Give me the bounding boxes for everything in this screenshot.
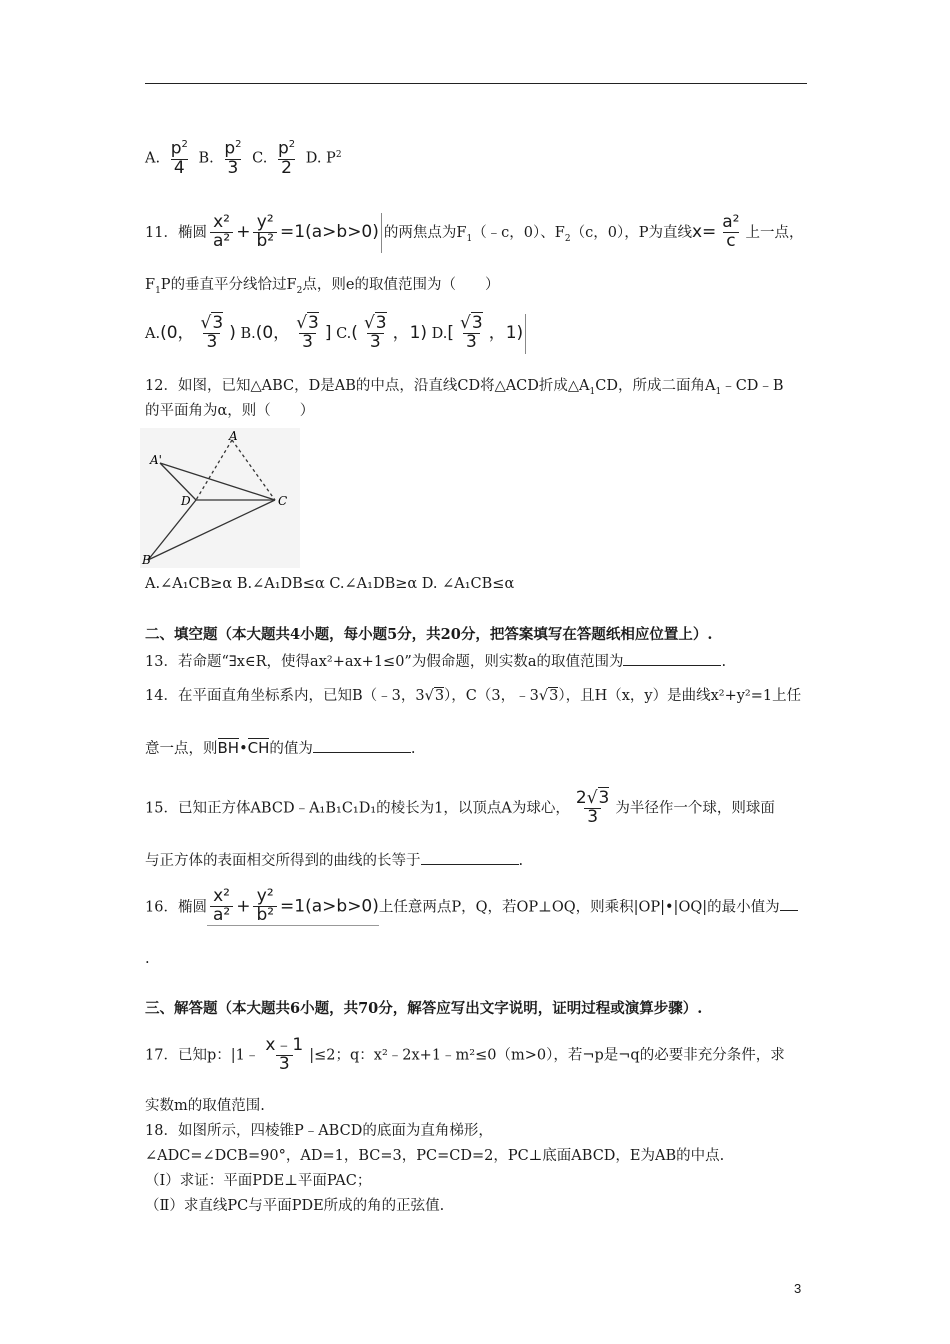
q13: 13．若命题“∃x∈R，使得ax²+ax+1≤0”为假命题，则实数a的取值范围为 . <box>145 651 726 671</box>
q16-answer-blank[interactable] <box>780 896 798 911</box>
q12-line2: 的平面角为α，则（ ） <box>145 403 315 419</box>
q10-options: A. $\frac{p^2}{4}$ B. $\frac{p^2}{3}$ C. $\frac{p^2}{2}$ D. $P^2$ <box>145 138 342 178</box>
q18-line2: ∠ADC=∠DCB=90°，AD=1，BC=3，PC=CD=2，PC⊥底面ABCD，E为AB的中点. <box>145 1148 725 1164</box>
q15-line2: 与正方体的表面相交所得到的曲线的长等于 . <box>145 850 523 870</box>
q11-line1: 11．椭圆 $\frac{\text{x²}}{\text{a²}}$ + $\frac{\text{y²}}{\text{b²}}$ =1(a>b>0) 的两焦点为$F_1(﹣c$，0）、$F_2(c$，0），P为直线x= $\frac{\text{a²}}{c}$ 上一点， <box>145 213 804 253</box>
q18-line4: （Ⅱ）求直线PC与平面PDE所成的角的正弦值. <box>145 1198 445 1214</box>
section-3-heading: 三、解答题（本大题共6小题，共70分，解答应写出文字说明，证明过程或演算步骤）. <box>145 1000 703 1017</box>
q16-line1: 16．椭圆 $\frac{\text{x²}}{\text{a²}}$ + $\frac{\text{y²}}{\text{b²}}$ =1(a>b>0)上任意两点P，Q，若OP⊥OQ，则乘积|OP|•|OQ|的最小值为 <box>145 888 798 926</box>
label-A: A <box>229 429 238 443</box>
q12-figure <box>140 428 300 568</box>
header-rule <box>145 83 807 84</box>
q14-line2: 意一点，则BH•CH的值为 . <box>145 739 416 757</box>
q11-line2: $F_1P$的垂直平分线恰过$F_2$点，则e的取值范围为（ ） <box>145 277 500 296</box>
q15-answer-blank[interactable] <box>421 850 519 865</box>
q18-line3: （I）求证：平面PDE⊥平面PAC； <box>145 1173 372 1189</box>
q15-line1: 15．已知正方体ABCD﹣A₁B₁C₁D₁的棱长为1，以顶点A为球心， $\frac{2√3}{3}$ 为半径作一个球，则球面 <box>145 788 775 827</box>
section-2-heading: 二、填空题（本大题共4小题，每小题5分，共20分，把答案填写在答题纸相应位置上）. <box>145 626 713 643</box>
label-D: D <box>181 494 191 508</box>
q11-options: A.(0， $\frac{√3}{3}$ ) B.(0， $\frac{√3}{3}$ ] C.( $\frac{√3}{3}$ ，1) D.[ $\frac{√3}{3}$ ，1) <box>145 314 528 354</box>
page-number: 3 <box>794 1281 802 1296</box>
q18-line1: 18．如图所示，四棱锥P﹣ABCD的底面为直角梯形， <box>145 1123 493 1139</box>
label-A1: A' <box>150 453 162 467</box>
q14-line1: 14．在平面直角坐标系内，已知B（﹣3，3√3），C（3，﹣3√3），且H（x，y）是曲线x²+y²=1上任 <box>145 688 802 704</box>
q12-options: A.∠A₁CB≥α B.∠A₁DB≤α C.∠A₁DB≥α D. ∠A₁CB≤α <box>145 576 515 592</box>
label-C: C <box>278 494 288 508</box>
q17-line2: 实数m的取值范围. <box>145 1098 265 1114</box>
q13-answer-blank[interactable] <box>623 651 721 666</box>
q12-line1: 12．如图，已知△ABC，D是AB的中点，沿直线CD将△ACD折成$\triangle A_1CD$，所成二面角$A_1﹣CD﹣B$ <box>145 378 784 397</box>
q16-end: . <box>145 951 150 967</box>
q17-line1: 17．已知p：|1﹣ $\frac{x﹣1}{3}$ |≤2；q：x²﹣2x+1﹣m²≤0（m>0），若¬p是¬q的必要非充分条件，求 <box>145 1035 785 1074</box>
label-B: B <box>142 553 151 567</box>
q14-answer-blank[interactable] <box>313 738 411 753</box>
